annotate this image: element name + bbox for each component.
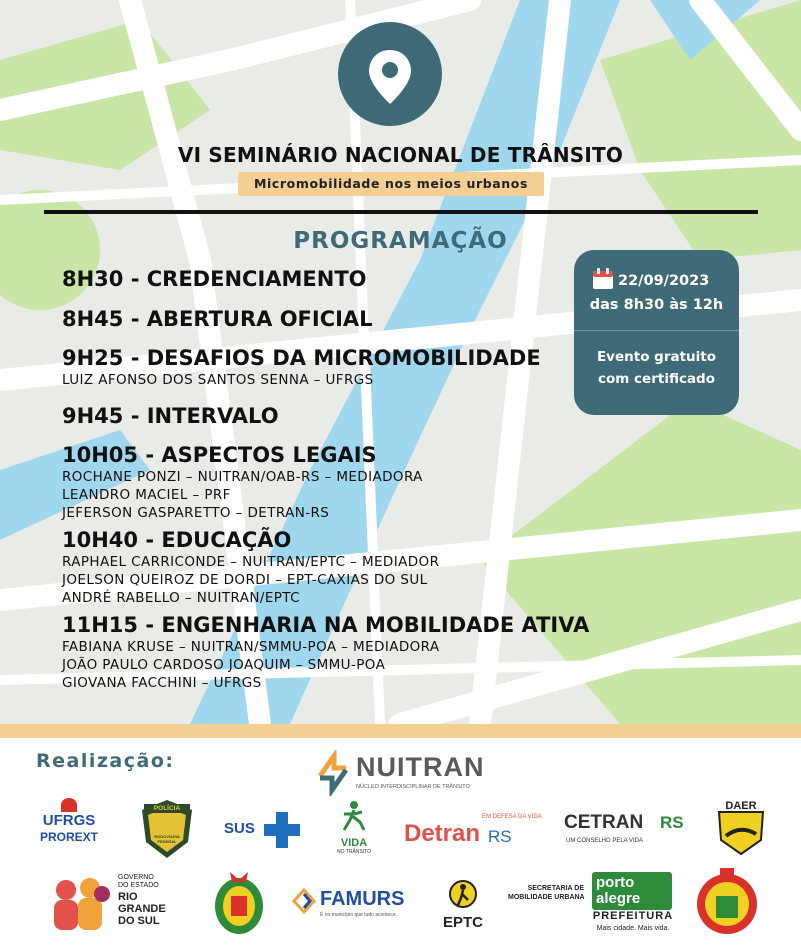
vida-name: VIDA [340, 837, 368, 849]
speaker-name: JOÃO PAULO CARDOSO JOAQUIM – SMMU-POA [62, 657, 386, 673]
event-date: 22/09/2023 [618, 273, 710, 289]
famurs-logo [292, 886, 416, 926]
detran-suffix: RS [488, 827, 512, 846]
cetran-tag: UM CONSELHO PELA VIDA [566, 838, 644, 844]
state-coat-of-arms [210, 868, 268, 938]
governo-rs-logo [50, 872, 180, 932]
governo-line1: GOVERNO [118, 874, 154, 881]
card-divider [574, 330, 739, 331]
cetran-logo [564, 810, 690, 850]
governo-line4: GRANDE [118, 903, 166, 915]
smmu-line1: SECRETARIA DE [527, 885, 584, 892]
speaker-name: GIOVANA FACCHINI – UFRGS [62, 675, 262, 691]
event-subtitle: Micromobilidade nos meios urbanos [238, 172, 544, 196]
smmu-label [508, 884, 584, 914]
schedule-item-title: 9H25 - DESAFIOS DA MICROMOBILIDADE [62, 346, 541, 370]
program-title: PROGRAMAÇÃO [293, 228, 508, 254]
speaker-name: LUIZ AFONSO DOS SANTOS SENNA – UFRGS [62, 372, 374, 388]
ufrgs-name: UFRGS [42, 812, 96, 829]
footer-strip [0, 724, 801, 738]
sus-name: SUS [224, 820, 255, 837]
event-note-line1: Evento gratuito [596, 349, 717, 365]
famurs-mark-icon [292, 888, 316, 914]
speaker-name: JEFERSON GASPARETTO – DETRAN-RS [62, 505, 330, 521]
famurs-tag: É no município que tudo acontece. [320, 912, 397, 918]
schedule-item [62, 266, 589, 292]
prf-line2: RODOVIÁRIA FEDERAL [154, 834, 180, 844]
divider [44, 210, 758, 214]
schedule-item-title: 8H45 - ABERTURA OFICIAL [62, 307, 373, 331]
speaker-name: ROCHANE PONZI – NUITRAN/OAB-RS – MEDIADORA [62, 469, 423, 485]
governo-line3: RIO [118, 891, 138, 903]
pedestrian-sign-icon [438, 880, 488, 910]
people-silhouettes-icon [50, 876, 112, 930]
prf-logo [138, 798, 196, 860]
vida-logo [334, 800, 374, 858]
ufrgs-logo [36, 798, 102, 858]
nuitran-mark-icon [316, 750, 352, 796]
daer-logo [716, 800, 766, 856]
speaker-name: RAPHAEL CARRICONDE – NUITRAN/EPTC – MEDIADOR [62, 554, 440, 570]
walking-person-icon [334, 800, 374, 832]
nuitran-name: NUITRAN [356, 752, 485, 782]
schedule-item [62, 442, 589, 522]
nuitran-logo [316, 748, 496, 798]
speaker-name: JOELSON QUEIROZ DE DORDI – EPT-CAXIAS DO SUL [62, 572, 428, 588]
poa-slogan: Mais cidade. Mais vida. [596, 925, 670, 932]
eptc-name: EPTC [442, 914, 483, 931]
event-time: das 8h30 às 12h [589, 297, 724, 313]
event-info-card [574, 250, 739, 415]
schedule [62, 266, 589, 692]
poa-line2: alegre [596, 890, 641, 907]
porto-alegre-logo [588, 872, 678, 938]
city-seal-icon [694, 866, 760, 940]
poa-line3: PREFEITURA [592, 910, 674, 922]
schedule-item-title: 9H45 - INTERVALO [62, 404, 279, 428]
speaker-name: ANDRÉ RABELLO – NUITRAN/EPTC [62, 590, 300, 606]
schedule-item [62, 527, 589, 607]
cross-icon [264, 812, 300, 848]
location-pin-badge [338, 22, 442, 126]
schedule-item-title: 10H05 - ASPECTOS LEGAIS [62, 443, 377, 467]
nuitran-tagline: NÚCLEO INTERDISCIPLINAR DE TRÂNSITO [356, 784, 470, 790]
daer-name: DAER [725, 800, 757, 812]
schedule-item [62, 612, 589, 692]
schedule-item [62, 403, 589, 429]
coat-of-arms-icon [210, 868, 268, 938]
schedule-item-title: 8H30 - CREDENCIAMENTO [62, 267, 367, 291]
schedule-item-title: 11H15 - ENGENHARIA NA MOBILIDADE ATIVA [62, 613, 590, 637]
vida-sub: NO TRÂNSITO [337, 849, 371, 855]
poa-coat-of-arms [694, 866, 760, 940]
prf-line1: POLÍCIA [153, 805, 181, 812]
cetran-name: CETRAN [564, 812, 644, 833]
schedule-item-title: 10H40 - EDUCAÇÃO [62, 528, 292, 552]
governo-line2: DO ESTADO [118, 882, 159, 889]
speaker-name: FABIANA KRUSE – NUITRAN/SMMU-POA – MEDIADORA [62, 639, 440, 655]
ufrgs-sub: PROREXT [39, 830, 98, 844]
eptc-logo [438, 880, 488, 930]
cetran-suffix: RS [660, 813, 684, 832]
calendar-icon [592, 268, 614, 290]
detran-name: Detran [404, 820, 481, 847]
sus-logo [224, 810, 304, 850]
sponsors-label: Realização: [36, 750, 175, 772]
schedule-item [62, 306, 589, 332]
poa-line1: porto [596, 874, 635, 891]
famurs-name: FAMURS [320, 888, 405, 910]
schedule-item [62, 345, 589, 389]
smmu-line2: MOBILIDADE URBANA [508, 894, 585, 901]
speaker-name: LEANDRO MACIEL – PRF [62, 487, 231, 503]
flame-icon [61, 798, 77, 812]
location-pin-icon [338, 22, 442, 126]
event-note-line2: com certificado [598, 371, 715, 387]
governo-line5: DO SUL [118, 915, 160, 927]
detran-logo [404, 814, 542, 848]
detran-tag: EM DEFESA DA VIDA [482, 814, 542, 820]
event-title: VI SEMINÁRIO NACIONAL DE TRÂNSITO [177, 143, 624, 167]
